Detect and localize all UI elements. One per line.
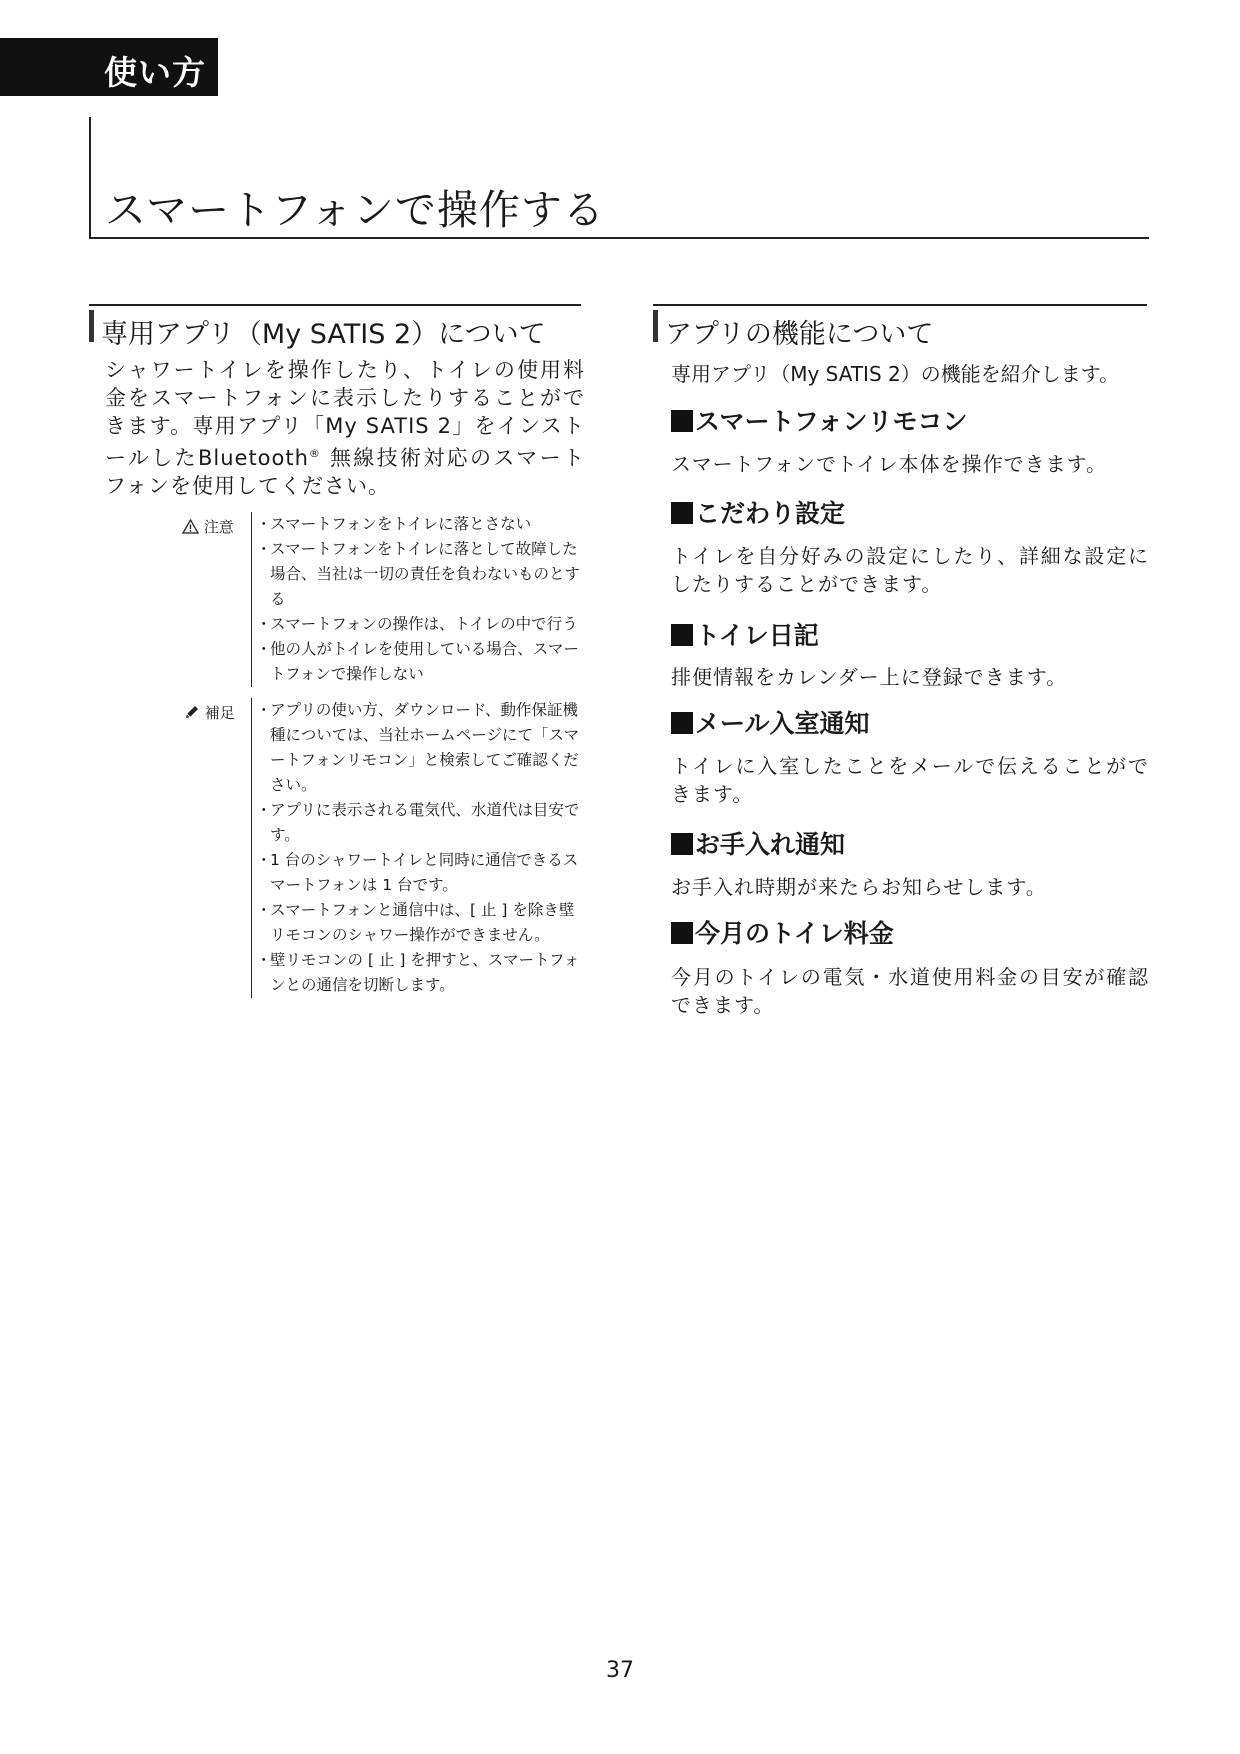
square-bullet-icon (671, 712, 693, 734)
app-about-heading: 専用アプリ（My SATIS 2）について (101, 319, 546, 350)
lead-tail-text: 無線技術対応のスマートフォンを使用してください。 (105, 446, 585, 498)
page-number: 37 (606, 1658, 634, 1683)
features-intro: 専用アプリ（My SATIS 2）の機能を紹介します。 (671, 362, 1120, 386)
square-bullet-icon (671, 624, 693, 646)
feature-desc: トイレを自分好みの設定にしたり、詳細な設定にしたりすることができます。 (671, 544, 1149, 596)
note-item: ・ アプリの使い方、ダウンロード、動作保証機種については、当社ホームページにて「スマートフォンリモコン」と検索してご確認ください。 (256, 698, 586, 798)
note-item: ・ スマートフォンと通信中は、[ 止 ] を除き壁リモコンのシャワー操作ができません。 (256, 898, 586, 948)
warning-triangle-icon (182, 518, 204, 536)
caution-label (182, 516, 234, 537)
app-features-heading-box (653, 304, 1147, 350)
feature-desc: トイレに入室したことをメールで伝えることができます。 (671, 754, 1149, 806)
caution-list (251, 512, 586, 687)
pencil-icon (184, 704, 205, 722)
note-item: ・ アプリに表示される電気代、水道代は目安です。 (256, 798, 586, 848)
note-item: ・ 1 台のシャワートイレと同時に通信できるスマートフォンは 1 台です。 (256, 848, 586, 898)
square-bullet-icon (671, 410, 693, 432)
feature-title: 今月のトイレ料金 (671, 914, 894, 950)
feature-title: メール入室通知 (671, 704, 870, 740)
page-title: スマートフォンで操作する (105, 186, 605, 234)
app-about-lead (105, 356, 585, 500)
registered-mark: ® (308, 447, 321, 460)
note-item: ・ スマートフォンをトイレに落として故障した場合、当社は一切の責任を負わないものとする (256, 537, 586, 612)
supplement-label-text: 補足 (204, 704, 235, 722)
caution-label-text: 注意 (203, 518, 234, 536)
square-bullet-icon (671, 833, 693, 855)
heading-bar (653, 310, 658, 342)
section-tab (0, 38, 218, 96)
note-item: ・ スマートフォンの操作は、トイレの中で行う (256, 612, 586, 637)
app-features-heading: アプリの機能について (665, 319, 934, 350)
supplement-list (251, 698, 586, 998)
feature-title: こだわり設定 (671, 494, 845, 530)
supplement-label (184, 702, 235, 723)
note-item: ・ スマートフォンをトイレに落とさない (256, 512, 586, 537)
square-bullet-icon (671, 502, 693, 524)
lead-main-text: シャワートイレを操作したり、トイレの使用料金をスマートフォンに表示したりすることができます。専用アプリ「My SATIS 2」をインストールしたBluetooth (105, 358, 585, 470)
feature-title: スマートフォンリモコン (671, 402, 968, 438)
feature-title: お手入れ通知 (671, 825, 845, 861)
note-item: ・ 壁リモコンの [ 止 ] を押すと、スマートフォンとの通信を切断します。 (256, 948, 586, 998)
square-bullet-icon (671, 922, 693, 944)
feature-desc: 今月のトイレの電気・水道使用料金の目安が確認できます。 (671, 965, 1149, 1017)
page-title-box (89, 117, 1149, 239)
app-about-heading-box (89, 304, 581, 350)
section-tab-label: 使い方 (104, 53, 206, 92)
feature-desc: スマートフォンでトイレ本体を操作できます。 (671, 452, 1107, 476)
feature-desc: 排便情報をカレンダー上に登録できます。 (671, 665, 1068, 689)
heading-bar (89, 310, 94, 342)
note-item: ・ 他の人がトイレを使用している場合、スマートフォンで操作しない (256, 637, 586, 687)
feature-desc: お手入れ時期が来たらお知らせします。 (671, 875, 1047, 899)
feature-title: トイレ日記 (671, 616, 819, 652)
